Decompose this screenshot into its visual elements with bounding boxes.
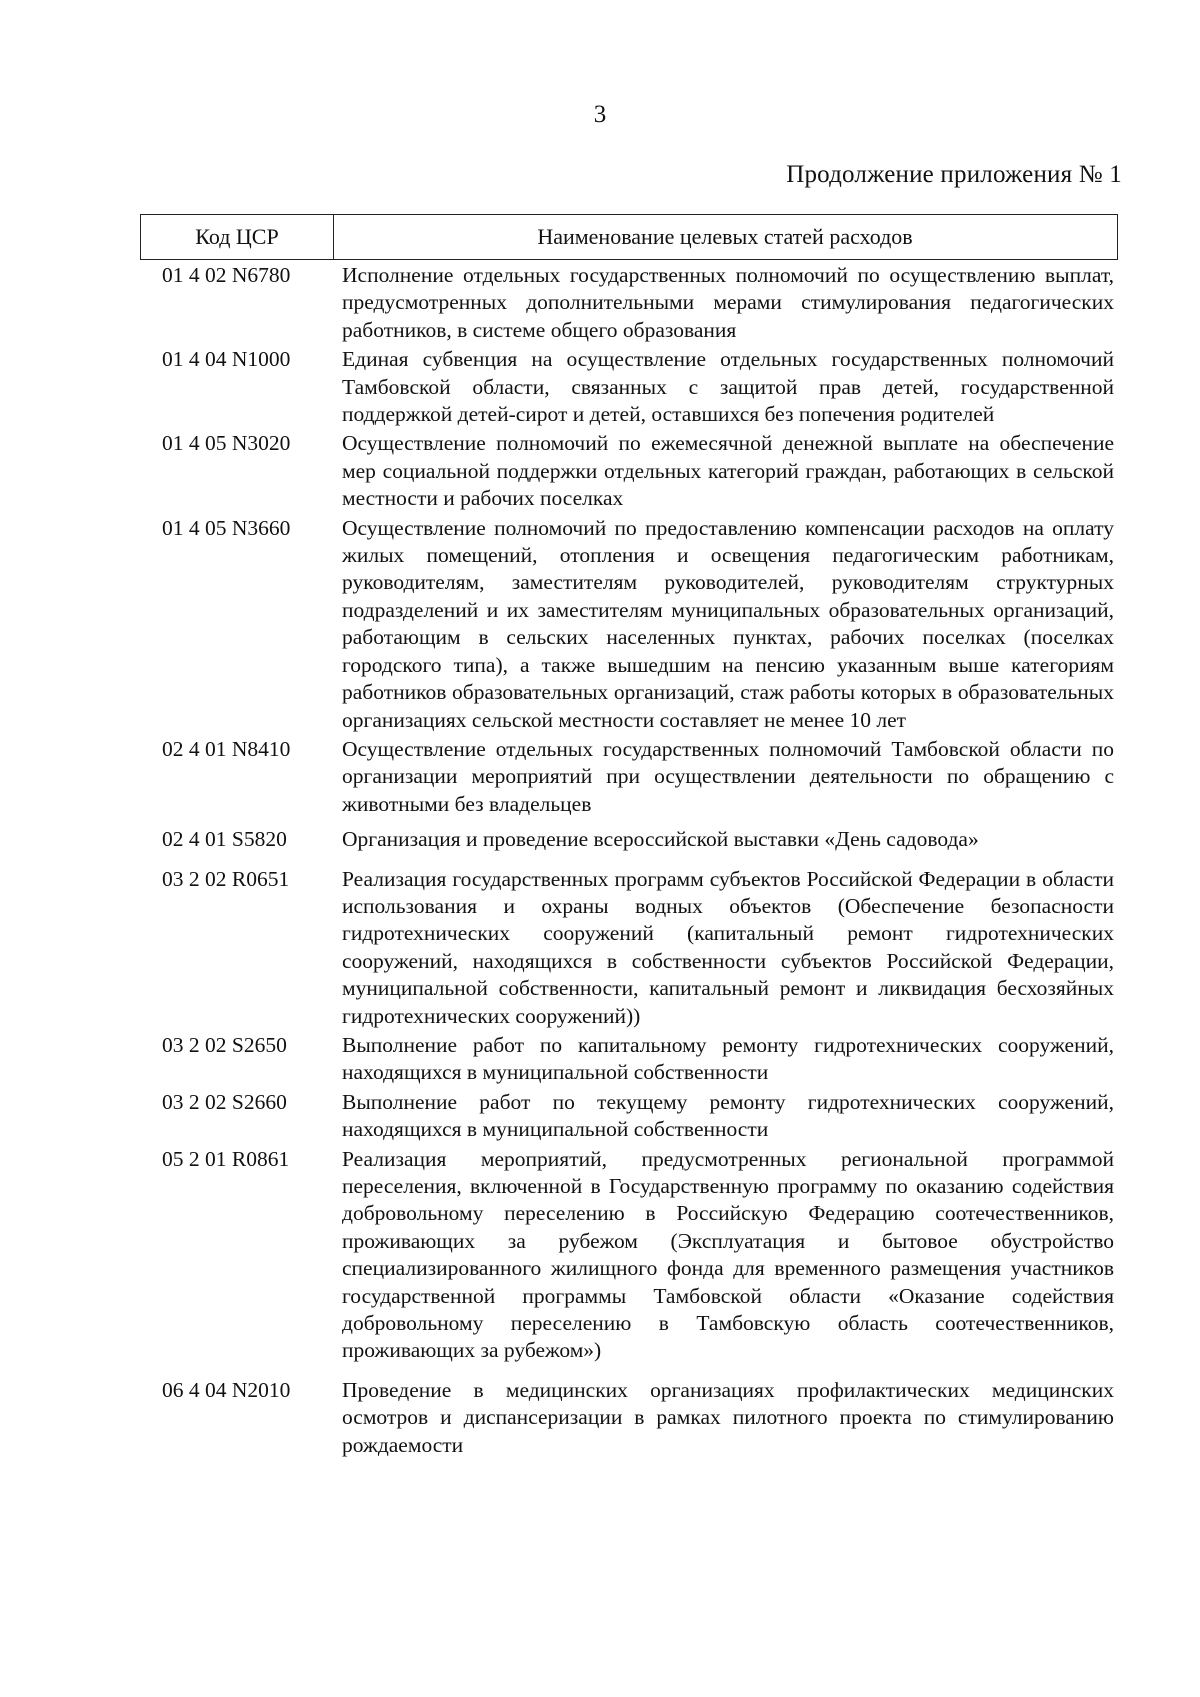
table-row — [140, 1032, 1118, 1087]
row-code: 02 4 01 N8410 — [162, 736, 291, 761]
row-name: Исполнение отдельных государственных полномочий по осуществлению выплат, предусмотренных дополнительными мерами стимулирования педагогических работников, в системе общего образования — [342, 263, 1114, 342]
table-row — [140, 1089, 1118, 1144]
row-code: 03 2 02 R0651 — [162, 866, 290, 891]
row-code: 01 4 05 N3020 — [162, 431, 291, 456]
table-row — [140, 826, 1118, 853]
table-header — [140, 214, 1118, 260]
row-name: Реализация мероприятий, предусмотренных региональной программой переселения, включенной в Государственную программу по оказанию содействия добровольному переселению в Российскую Федерацию соотечественников, проживающих за рубежом (Эксплуатация и бытовое обустройство специализированного жилищного фонда для временного размещения участников государственной программы Тамбовской области «Оказание содействия добровольному переселению в Тамбовскую область соотечественников, проживающих за рубежом») — [342, 1146, 1114, 1363]
table-row — [140, 866, 1118, 1030]
table-row — [140, 1377, 1118, 1459]
header-name: Наименование целевых статей расходов — [537, 224, 913, 249]
row-code: 01 4 04 N1000 — [162, 347, 291, 372]
table-row — [140, 515, 1118, 734]
table-row — [140, 346, 1118, 428]
header-code: Код ЦСР — [141, 215, 334, 259]
row-code: 05 2 01 R0861 — [162, 1146, 290, 1171]
row-code: 06 4 04 N2010 — [162, 1377, 291, 1402]
row-code: 03 2 02 S2650 — [162, 1032, 287, 1057]
row-name: Проведение в медицинских организациях профилактических медицинских осмотров и диспансеризации в рамках пилотного проекта по стимулированию рождаемости — [342, 1377, 1114, 1457]
table-row — [140, 430, 1118, 512]
table-row — [140, 1146, 1118, 1365]
table-body — [140, 262, 1118, 1459]
appendix-title: Продолжение приложения № 1 — [786, 161, 1122, 188]
row-code: 01 4 05 N3660 — [162, 515, 291, 540]
row-name: Выполнение работ по текущему ремонту гидротехнических сооружений, находящихся в муниципальной собственности — [342, 1089, 1114, 1142]
row-name: Осуществление полномочий по предоставлению компенсации расходов на оплату жилых помещений, отопления и освещения педагогическим работникам, руководителям, заместителям руководителей, руководителям структурных подразделений и их заместителям муниципальных образовательных организаций, работающим в сельских населенных пунктах, рабочих поселках (поселках городского типа), а также вышедшим на пенсию указанным выше категориям работников образовательных организаций, стаж работы которых в образовательных организациях сельской местности составляет не менее 10 лет — [342, 515, 1114, 732]
row-code: 02 4 01 S5820 — [162, 827, 287, 852]
row-name: Единая субвенция на осуществление отдельных государственных полномочий Тамбовской области, связанных с защитой прав детей, государственной поддержкой детей-сирот и детей, оставшихся без попечения родителей — [342, 347, 1114, 427]
row-name: Выполнение работ по капитальному ремонту гидротехнических сооружений, находящихся в муниципальной собственности — [342, 1032, 1114, 1085]
row-name: Реализация государственных программ субъектов Российской Федерации в области использования и охраны водных объектов (Обеспечение безопасности гидротехнических сооружений (капитальный ремонт гидротехнических сооружений, находящихся в собственности субъектов Российской Федерации, муниципальной собственности, капитальный ремонт и ликвидация бесхозяйных гидротехнических сооружений)) — [342, 866, 1114, 1028]
table-row — [140, 262, 1118, 344]
row-name: Организация и проведение всероссийской выставки «День садовода» — [342, 827, 979, 852]
page-number: 3 — [593, 101, 607, 128]
row-name: Осуществление полномочий по ежемесячной денежной выплате на обеспечение мер социальной поддержки отдельных категорий граждан, работающих в сельской местности и рабочих поселках — [342, 431, 1114, 511]
row-code: 01 4 02 N6780 — [162, 263, 291, 287]
row-code: 03 2 02 S2660 — [162, 1089, 287, 1114]
row-name: Осуществление отдельных государственных полномочий Тамбовской области по организации мероприятий при осуществлении деятельности по обращению с животными без владельцев — [342, 736, 1114, 816]
table-row — [140, 736, 1118, 818]
